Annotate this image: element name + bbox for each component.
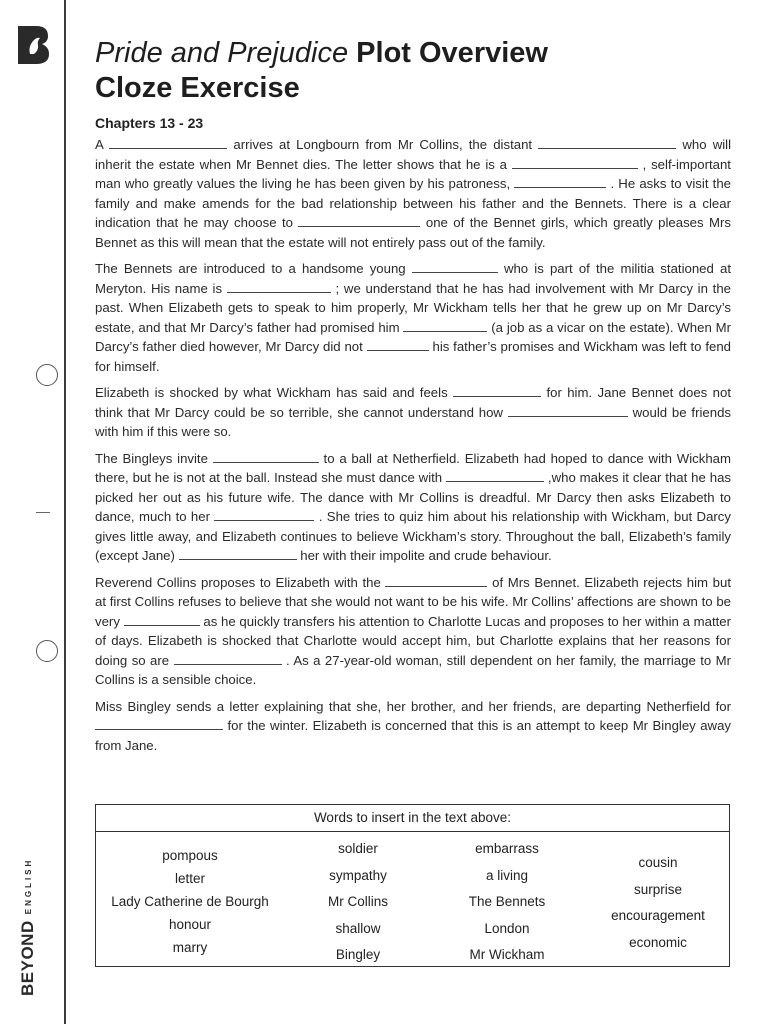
answer-blank[interactable] bbox=[95, 717, 223, 730]
paragraph-text: Miss Bingley sends a letter explaining that she, her brother, and her friends, are departing Netherfield for bbox=[95, 698, 731, 714]
paragraph-text: for him. Jane Bennet does not think that Mr Darcy could be so terrible, she cannot understand how bbox=[95, 385, 731, 420]
word-option: letter bbox=[174, 871, 205, 886]
paragraph-text: arrives at Longbourn from Mr Collins, the distant bbox=[233, 137, 533, 152]
word-option: encouragement bbox=[611, 908, 705, 923]
title-bold: Plot Overview bbox=[356, 37, 548, 69]
word-option: London bbox=[484, 920, 530, 936]
paragraph-text: for the winter. Elizabeth is concerned that this is an attempt to keep Mr Bingley away from Jane. bbox=[95, 718, 731, 753]
answer-blank[interactable] bbox=[174, 652, 282, 665]
word-option: sympathy bbox=[329, 867, 387, 883]
word-option: Lady Catherine de Bourgh bbox=[111, 894, 269, 909]
beyond-logo-icon bbox=[16, 24, 50, 64]
punch-hole-top bbox=[36, 364, 58, 386]
paragraph-text: one of the Bennet girls, which greatly pleases Mrs Bennet as this will mean that the estate will not entirely pass out of the family. bbox=[95, 215, 731, 250]
answer-blank[interactable] bbox=[227, 280, 331, 293]
answer-blank[interactable] bbox=[385, 574, 487, 587]
answer-blank[interactable] bbox=[214, 508, 314, 521]
word-bank-heading: Words to insert in the text above: bbox=[96, 805, 729, 832]
answer-blank[interactable] bbox=[403, 319, 487, 332]
answer-blank[interactable] bbox=[453, 384, 541, 397]
word-option: honour bbox=[168, 917, 212, 932]
paragraph-text: , self-important man who greatly values the living he has been given by his patroness, bbox=[95, 156, 731, 191]
word-option: Mr Collins bbox=[327, 894, 388, 909]
paragraph-text: to a ball at Netherfield. Elizabeth had hoped to dance with Wickham there, but he is not at the ball. Instead she must dance with bbox=[95, 450, 732, 485]
word-option: cousin bbox=[638, 855, 678, 870]
answer-blank[interactable] bbox=[514, 175, 606, 188]
word-column bbox=[558, 850, 758, 956]
paragraph-text: . She tries to quiz him about his relationship with Wickham, but Darcy gives little away, and Elizabeth continues to believe Wickham’s story. Throughout the ball, Elizabeth’s family (except Jane) bbox=[95, 509, 731, 563]
paragraph-text: . He asks to visit the family and make amends for the bad relationship between his father and the Bennets. There is a clear indication that he may choose to bbox=[95, 176, 731, 230]
answer-blank[interactable] bbox=[538, 136, 676, 149]
paragraph-text: who will inherit the estate when Mr Bennet dies. The letter shows that he is a bbox=[95, 137, 732, 172]
answer-blank[interactable] bbox=[367, 338, 429, 351]
answer-blank[interactable] bbox=[109, 136, 227, 149]
paragraph-text: The Bingleys invite bbox=[95, 450, 208, 466]
paragraph bbox=[95, 259, 731, 376]
paragraph-text: (a job as a vicar on the estate). When Mr Darcy’s father died however, Mr Darcy did not bbox=[95, 319, 732, 354]
paragraph-text: A bbox=[95, 137, 104, 152]
page-title bbox=[95, 36, 731, 106]
paragraph-text: ,who makes it clear that he has picked her out as his future wife. The dance with Mr Collins is dreadful. Mr Darcy then asks Elizabeth to dance, much to her bbox=[95, 470, 731, 524]
paragraph bbox=[95, 449, 731, 566]
margin-line bbox=[64, 0, 66, 1024]
title-italic: Pride and Prejudice bbox=[95, 37, 349, 69]
paragraph-text: Reverend Collins proposes to Elizabeth with the bbox=[95, 574, 381, 590]
word-option: Mr Wickham bbox=[469, 947, 545, 962]
answer-blank[interactable] bbox=[508, 404, 628, 417]
word-option: economic bbox=[629, 934, 687, 950]
paragraph-text: Elizabeth is shocked by what Wickham has said and feels bbox=[95, 385, 448, 400]
answer-blank[interactable] bbox=[124, 613, 200, 626]
paragraph-text: The Bennets are introduced to a handsome young bbox=[95, 261, 406, 276]
answer-blank[interactable] bbox=[512, 156, 638, 169]
brand-sub: ENGLISH bbox=[24, 857, 33, 915]
chapters-heading: Chapters 13 - 23 bbox=[95, 115, 204, 131]
paragraph-text: who is part of the militia stationed at Meryton. His name is bbox=[95, 261, 731, 296]
brand-vertical bbox=[18, 858, 38, 996]
paragraph-text: ; we understand that he has had involvement with Mr Darcy in the past. When Elizabeth gets to speak to him properly, Mr Wickham tells her that he grew up on Mr Darcy’s estate, and that Mr Darcy’s father had promised him bbox=[95, 280, 731, 335]
paragraph-text: would be friends with him if this were so. bbox=[95, 404, 731, 439]
punch-hole-bottom bbox=[36, 640, 58, 662]
word-option: marry bbox=[172, 940, 208, 955]
answer-blank[interactable] bbox=[179, 547, 297, 560]
brand-name: BEYOND bbox=[18, 920, 37, 996]
passage bbox=[95, 135, 731, 755]
worksheet bbox=[95, 36, 731, 755]
word-bank-columns bbox=[96, 832, 729, 968]
paragraph bbox=[95, 135, 731, 252]
paragraph bbox=[95, 697, 731, 756]
paragraph bbox=[95, 383, 731, 442]
word-option: a living bbox=[485, 867, 529, 883]
word-option: surprise bbox=[633, 881, 682, 897]
paragraph-text: of Mrs Bennet. Elizabeth rejects him but at first Collins refuses to believe that she would not want to be his wife. Mr Collins’ affections are shown to be very bbox=[95, 574, 731, 629]
answer-blank[interactable] bbox=[412, 260, 498, 273]
title-line2: Cloze Exercise bbox=[95, 72, 300, 104]
word-bank bbox=[95, 804, 730, 967]
paragraph-text: his father’s promises and Wickham was left to fend for himself. bbox=[95, 339, 731, 374]
fold-mark bbox=[36, 512, 50, 513]
word-option: embarrass bbox=[475, 841, 539, 856]
answer-blank[interactable] bbox=[446, 469, 544, 482]
word-option: The Bennets bbox=[468, 894, 546, 909]
paragraph bbox=[95, 573, 731, 690]
word-option: Bingley bbox=[335, 947, 381, 962]
paragraph-text: her with their impolite and crude behaviour. bbox=[300, 548, 552, 563]
word-option: pompous bbox=[162, 848, 218, 863]
paragraph-text: . As a 27-year-old woman, still dependent on her family, the marriage to Mr Collins is a sensible choice. bbox=[95, 652, 732, 687]
word-option: shallow bbox=[335, 920, 381, 936]
word-option: soldier bbox=[338, 841, 378, 856]
paragraph-text: as he quickly transfers his attention to Charlotte Lucas and proposes to her within a matter of days. Elizabeth is shocked that Charlotte would accept him, but Charlotte explains that her reasons for doing so are bbox=[95, 613, 732, 668]
answer-blank[interactable] bbox=[213, 450, 319, 463]
answer-blank[interactable] bbox=[298, 214, 420, 227]
